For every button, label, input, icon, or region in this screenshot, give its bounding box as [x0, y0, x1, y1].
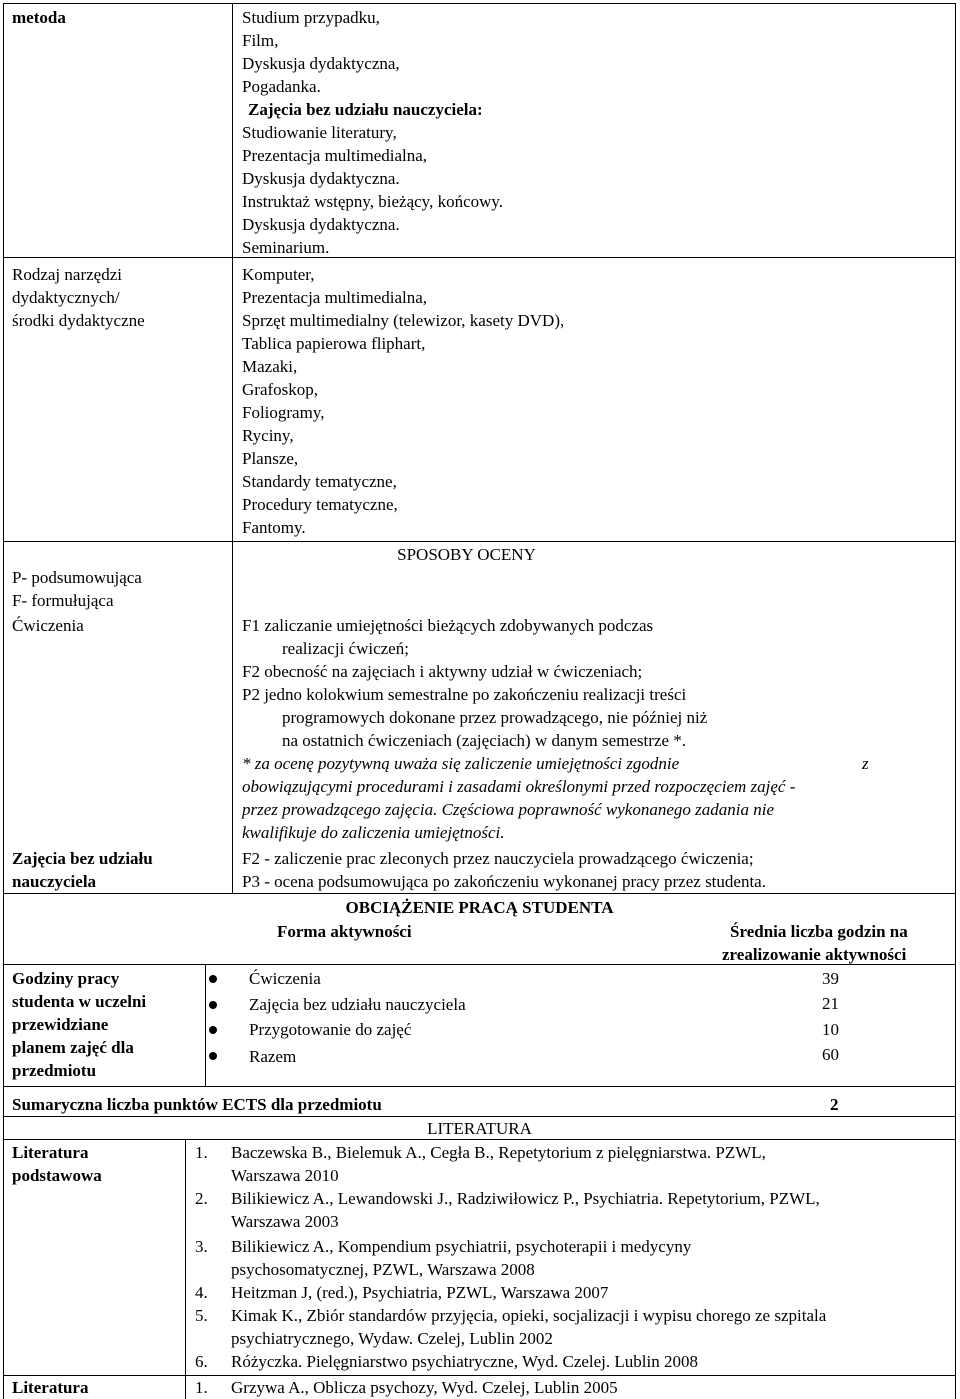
literature-num: 1.: [195, 1378, 208, 1397]
method-line: Seminarium.: [242, 238, 330, 257]
workload-row-value: 10: [822, 1020, 839, 1039]
method-label: metoda: [12, 8, 66, 27]
literature-supp-label: Literatura: [12, 1378, 89, 1397]
literature-entry: Warszawa 2010: [231, 1166, 339, 1185]
criterion-p2-cont: programowych dokonane przez prowadzącego, nie później niż: [282, 708, 708, 727]
ects-value: 2: [830, 1095, 839, 1114]
method-line: Studiowanie literatury,: [242, 123, 397, 142]
assessment-note: z: [862, 754, 869, 773]
workload-row-value: 21: [822, 994, 839, 1013]
literature-entry: psychosomatycznej, PZWL, Warszawa 2008: [231, 1260, 535, 1279]
method-line: Dyskusja dydaktyczna.: [242, 169, 400, 188]
tools-label: Rodzaj narzędzi: [12, 265, 122, 284]
literature-num: 1.: [195, 1143, 208, 1162]
criterion-p2: P2 jedno kolokwium semestralne po zakończeniu realizacji treści: [242, 685, 687, 704]
tools-item: Plansze,: [242, 449, 299, 468]
literature-heading: LITERATURA: [427, 1119, 532, 1138]
tools-item: Mazaki,: [242, 357, 298, 376]
tools-item: Sprzęt multimedialny (telewizor, kasety DVD),: [242, 311, 565, 330]
workload-side-label: przedmiotu: [12, 1061, 97, 1080]
literature-entry: Bilikiewicz A., Lewandowski J., Radziwiłowicz P., Psychiatria. Repetytorium, PZWL,: [231, 1189, 820, 1208]
workload-side-label: studenta w uczelni: [12, 992, 147, 1011]
tools-label: środki dydaktyczne: [12, 311, 145, 330]
tools-item: Standardy tematyczne,: [242, 472, 397, 491]
workload-row-value: 39: [822, 969, 839, 988]
literature-entry: Bilikiewicz A., Kompendium psychiatrii, psychoterapii i medycyny: [231, 1237, 692, 1256]
tools-label: dydaktycznych/: [12, 288, 120, 307]
bullet-icon: [209, 1052, 217, 1060]
column-divider-lit: [185, 1139, 186, 1399]
no-teacher-label: Zajęcia bez udziału: [12, 849, 153, 868]
literature-basic-label: podstawowa: [12, 1166, 102, 1185]
tools-item: Tablica papierowa fliphart,: [242, 334, 426, 353]
assessment-heading: SPOSOBY OCENY: [397, 545, 536, 564]
tools-item: Procedury tematyczne,: [242, 495, 398, 514]
row-divider-workload: [3, 1086, 956, 1087]
criterion-nt-f2: F2 - zaliczenie prac zleconych przez nauczyciela prowadzącego ćwiczenia;: [242, 849, 754, 868]
method-line: Pogadanka.: [242, 77, 321, 96]
workload-side-label: przewidziane: [12, 1015, 109, 1034]
literature-entry: Warszawa 2003: [231, 1212, 339, 1231]
method-line: Film,: [242, 31, 279, 50]
literature-entry: Kimak K., Zbiór standardów przyjęcia, opieki, socjalizacji i wypisu chorego ze szpitala: [231, 1306, 827, 1325]
literature-entry: Grzywa A., Oblicza psychozy, Wyd. Czelej, Lublin 2005: [231, 1378, 618, 1397]
literature-entry: psychiatrycznego, Wydaw. Czelej, Lublin 2002: [231, 1329, 553, 1348]
assessment-note: obowiązującymi procedurami i zasadami określonymi przed rozpoczęciem zajęć -: [242, 777, 796, 796]
criterion-p2-cont: na ostatnich ćwiczeniach (zajęciach) w danym semestrze *.: [282, 731, 687, 750]
bullet-icon: [209, 1026, 217, 1034]
table-border-right: [955, 3, 956, 1399]
tools-item: Fantomy.: [242, 518, 306, 537]
literature-num: 6.: [195, 1352, 208, 1371]
workload-row-label: Razem: [249, 1047, 297, 1066]
row-divider-method: [3, 257, 956, 258]
tools-item: Foliogramy,: [242, 403, 325, 422]
workload-row-label: Przygotowanie do zajęć: [249, 1020, 412, 1039]
no-teacher-label: nauczyciela: [12, 872, 97, 891]
assessment-note: kwalifikuje do zaliczenia umiejętności.: [242, 823, 505, 842]
workload-side-label: Godziny pracy: [12, 969, 120, 988]
criterion-nt-p3: P3 - ocena podsumowująca po zakończeniu wykonanej pracy przez studenta.: [242, 872, 766, 891]
no-teacher-heading: Zajęcia bez udziału nauczyciela:: [248, 100, 483, 119]
tools-item: Prezentacja multimedialna,: [242, 288, 428, 307]
method-line: Studium przypadku,: [242, 8, 380, 27]
legend-summative: P- podsumowująca: [12, 568, 142, 587]
tools-item: Komputer,: [242, 265, 315, 284]
tools-item: Ryciny,: [242, 426, 294, 445]
assessment-note: przez prowadzącego zajęcia. Częściowa poprawność wykonanego zadania nie: [242, 800, 774, 819]
bullet-icon: [209, 1001, 217, 1009]
legend-formative: F- formułująca: [12, 591, 114, 610]
workload-row-label: Zajęcia bez udziału nauczyciela: [249, 995, 466, 1014]
assessment-note: * za ocenę pozytywną uważa się zaliczenie umiejętności zgodnie: [242, 754, 680, 773]
method-line: Dyskusja dydaktyczna.: [242, 215, 400, 234]
column-divider-workload: [205, 964, 206, 1086]
literature-num: 2.: [195, 1189, 208, 1208]
criterion-f1-cont: realizacji ćwiczeń;: [282, 639, 409, 658]
criterion-f1: F1 zaliczanie umiejętności bieżących zdobywanych podczas: [242, 616, 654, 635]
table-border-top: [3, 3, 956, 4]
bullet-icon: [209, 975, 217, 983]
workload-heading: OBCIĄŻENIE PRACĄ STUDENTA: [345, 898, 614, 917]
workload-row-label: Ćwiczenia: [249, 969, 321, 988]
literature-entry: Baczewska B., Bielemuk A., Cegła B., Repetytorium z pielęgniarstwa. PZWL,: [231, 1143, 766, 1162]
workload-col-form: Forma aktywności: [277, 922, 412, 941]
method-line: Instruktaż wstępny, bieżący, końcowy.: [242, 192, 504, 211]
literature-num: 3.: [195, 1237, 208, 1256]
workload-col-avg: zrealizowanie aktywności: [722, 945, 907, 964]
method-line: Prezentacja multimedialna,: [242, 146, 428, 165]
exercises-label: Ćwiczenia: [12, 616, 84, 635]
workload-col-avg: Średnia liczba godzin na: [730, 922, 908, 941]
workload-side-label: planem zajęć dla: [12, 1038, 134, 1057]
workload-row-value: 60: [822, 1045, 839, 1064]
row-divider-tools: [3, 541, 956, 542]
row-divider-assessment: [3, 893, 956, 894]
method-line: Dyskusja dydaktyczna,: [242, 54, 400, 73]
literature-basic-label: Literatura: [12, 1143, 89, 1162]
literature-entry: Heitzman J, (red.), Psychiatria, PZWL, Warszawa 2007: [231, 1283, 609, 1302]
criterion-f2: F2 obecność na zajęciach i aktywny udział w ćwiczeniach;: [242, 662, 643, 681]
literature-num: 5.: [195, 1306, 208, 1325]
literature-entry: Różyczka. Pielęgniarstwo psychiatryczne, Wyd. Czelej. Lublin 2008: [231, 1352, 698, 1371]
table-border-left: [3, 3, 4, 1399]
column-divider-upper: [232, 3, 233, 893]
tools-item: Grafoskop,: [242, 380, 319, 399]
ects-label: Sumaryczna liczba punktów ECTS dla przedmiotu: [12, 1095, 382, 1114]
literature-num: 4.: [195, 1283, 208, 1302]
